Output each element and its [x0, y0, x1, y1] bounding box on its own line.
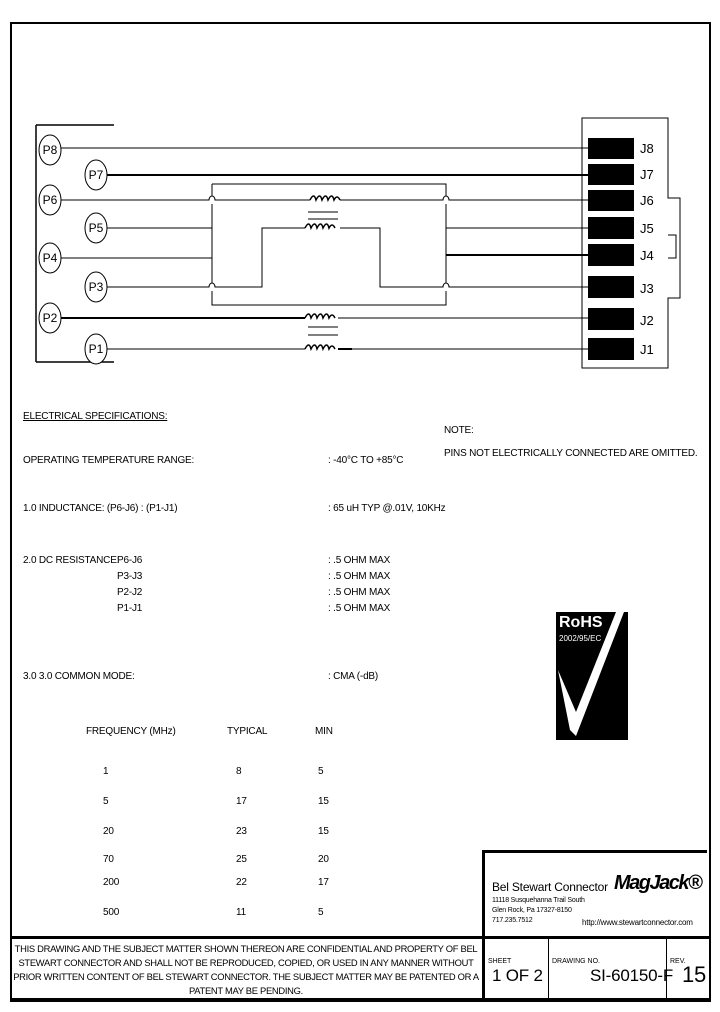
company-address2: Glen Rock, Pa 17327-8150 — [492, 907, 572, 914]
rev-value: 15 — [682, 962, 707, 987]
sheet-value: 1 OF 2 — [492, 966, 543, 985]
dcr-value: : .5 OHM MAX — [328, 587, 391, 598]
temp-label: OPERATING TEMPERATURE RANGE: — [23, 455, 195, 466]
dcr-pair: P3-J3 — [117, 571, 143, 582]
table-cell-min: 15 — [318, 796, 329, 807]
table-cell-frequency: 1 — [103, 766, 109, 777]
jack-pads — [588, 138, 634, 360]
table-cell-frequency: 500 — [103, 907, 120, 918]
table-cell-frequency: 5 — [103, 796, 109, 807]
table-cell-typical: 17 — [236, 796, 247, 807]
dcr-pair: P1-J1 — [117, 603, 143, 614]
pin-label-p5: P5 — [88, 221, 104, 235]
rev-label: REV. — [670, 958, 686, 965]
pin-label-p8: P8 — [42, 143, 58, 157]
magjack-logo: MagJack® — [614, 872, 702, 894]
table-cell-typical: 23 — [236, 826, 247, 837]
divider — [482, 936, 485, 1000]
table-cell-typical: 25 — [236, 854, 247, 865]
rohs-text: RoHS — [559, 614, 603, 631]
dcr-value: : .5 OHM MAX — [328, 571, 391, 582]
pin-label-j2: J2 — [640, 313, 654, 328]
cm-label: 3.0 3.0 COMMON MODE: — [23, 671, 135, 682]
inductance-value: : 65 uH TYP @.01V, 10KHz — [328, 503, 446, 514]
schematic-diagram — [0, 0, 720, 400]
note-title: NOTE: — [444, 425, 474, 436]
pin-label-j4: J4 — [640, 248, 654, 263]
pin-label-p6: P6 — [42, 193, 58, 207]
sheet-label: SHEET — [488, 958, 512, 965]
rohs-directive: 2002/95/EC — [559, 634, 602, 643]
specs-heading: ELECTRICAL SPECIFICATIONS: — [23, 411, 168, 422]
table-cell-min: 15 — [318, 826, 329, 837]
dcr-value: : .5 OHM MAX — [328, 603, 391, 614]
table-header-min: MIN — [315, 726, 333, 737]
rohs-logo — [556, 612, 628, 740]
pin-label-j5: J5 — [640, 221, 654, 236]
company-name: Bel Stewart Connector — [492, 880, 608, 894]
table-cell-frequency: 20 — [103, 826, 114, 837]
note-text: PINS NOT ELECTRICALLY CONNECTED ARE OMITTED. — [444, 448, 698, 459]
company-phone: 717.235.7512 — [492, 917, 533, 924]
table-cell-frequency: 200 — [103, 877, 120, 888]
divider — [10, 936, 710, 939]
table-cell-typical: 8 — [236, 766, 242, 777]
checkmark-icon — [556, 612, 628, 740]
pin-label-j8: J8 — [640, 141, 654, 156]
table-header-frequency: FREQUENCY (MHz) — [86, 726, 176, 737]
pin-label-j1: J1 — [640, 342, 654, 357]
divider — [548, 939, 549, 1000]
pin-label-p7: P7 — [88, 168, 104, 182]
table-cell-min: 20 — [318, 854, 329, 865]
table-header-typical: TYPICAL — [227, 726, 268, 737]
inductance-label: 1.0 INDUCTANCE: (P6-J6) : (P1-J1) — [23, 503, 178, 514]
coil-icon — [305, 196, 340, 349]
temp-value: : -40°C TO +85°C — [328, 455, 404, 466]
dcr-pair: P2-J2 — [117, 587, 143, 598]
table-cell-frequency: 70 — [103, 854, 114, 865]
drawing-no-value: SI-60150-F — [590, 966, 674, 985]
table-cell-typical: 22 — [236, 877, 247, 888]
dcr-label: 2.0 DC RESISTANCE: — [23, 555, 120, 566]
pin-label-p3: P3 — [88, 280, 104, 294]
pin-label-p4: P4 — [42, 251, 58, 265]
cm-value: : CMA (-dB) — [328, 671, 379, 682]
pin-label-j6: J6 — [640, 193, 654, 208]
pin-label-p1: P1 — [88, 342, 104, 356]
table-cell-typical: 11 — [236, 907, 246, 918]
pin-label-j3: J3 — [640, 281, 654, 296]
company-address1: 11118 Susquehanna Trail South — [492, 897, 585, 904]
table-cell-min: 17 — [318, 877, 329, 888]
table-cell-min: 5 — [318, 907, 324, 918]
table-cell-min: 5 — [318, 766, 324, 777]
pin-label-j7: J7 — [640, 167, 654, 182]
drawing-no-label: DRAWING NO. — [552, 958, 600, 965]
confidential-notice: THIS DRAWING AND THE SUBJECT MATTER SHOWN THEREON ARE CONFIDENTIAL AND PROPERTY OF BEL STEWART CONNECTOR AND SHALL NOT BE REPRODUCED, COPIED, OR USED IN ANY MANNER WITHOUT PRIOR WRITTEN CONTENT OF BEL STEWART CONNECTOR. THE SUBJECT MATTER MAY BE PATENTED OR A PATENT MAY BE PENDING. — [13, 943, 479, 996]
pin-label-p2: P2 — [42, 311, 58, 325]
company-url[interactable]: http://www.stewartconnector.com — [582, 918, 693, 927]
dcr-value: : .5 OHM MAX — [328, 555, 391, 566]
dcr-pair: P6-J6 — [117, 555, 143, 566]
divider — [10, 998, 710, 1001]
